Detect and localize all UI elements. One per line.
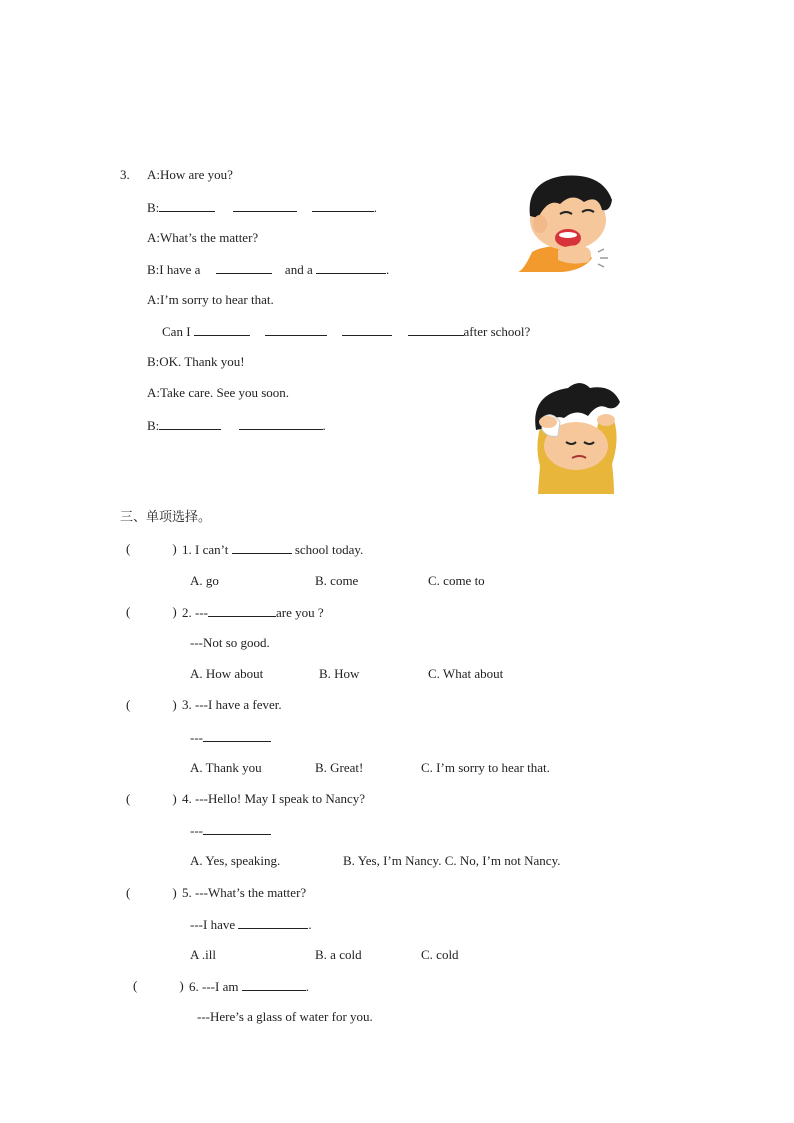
answer-blank[interactable] bbox=[194, 323, 250, 336]
answer-paren-5[interactable] bbox=[126, 885, 177, 901]
paren-close: ) bbox=[172, 541, 177, 556]
question-3-reply bbox=[190, 729, 271, 746]
option-b[interactable]: B. a cold bbox=[315, 947, 362, 962]
dialogue-text: and a bbox=[284, 262, 313, 277]
answer-blank[interactable] bbox=[232, 541, 292, 554]
question-3-stem: 3. ---I have a fever. bbox=[182, 697, 282, 712]
dialogue-line-3: A:What’s the matter? bbox=[147, 230, 259, 245]
headache-boy-illustration bbox=[528, 380, 628, 496]
option-b[interactable]: B. Great! bbox=[315, 760, 364, 775]
paren-open: ( bbox=[126, 885, 131, 900]
answer-blank[interactable] bbox=[238, 916, 308, 929]
option-a[interactable]: A. Yes, speaking. bbox=[190, 853, 281, 868]
paren-close: ) bbox=[179, 978, 184, 993]
dialogue-text: Can I bbox=[162, 324, 191, 339]
answer-paren-6[interactable] bbox=[133, 978, 184, 994]
question-2-stem bbox=[182, 604, 324, 621]
dialogue-line-2: B: . bbox=[147, 200, 378, 215]
speaker-label: B: bbox=[147, 200, 160, 215]
answer-blank[interactable] bbox=[408, 323, 464, 336]
answer-blank[interactable] bbox=[239, 417, 323, 430]
dialogue-line-6 bbox=[162, 323, 530, 340]
paren-open: ( bbox=[126, 697, 131, 712]
paren-open: ( bbox=[126, 604, 131, 619]
question-6-reply: ---Here’s a glass of water for you. bbox=[197, 1009, 373, 1024]
paren-close: ) bbox=[172, 791, 177, 806]
answer-blank[interactable] bbox=[342, 323, 392, 336]
section-title: 三、单项选择。 bbox=[120, 510, 212, 525]
question-1-stem bbox=[182, 541, 363, 558]
option-b-c[interactable]: B. Yes, I’m Nancy. C. No, I’m not Nancy. bbox=[343, 853, 561, 868]
stem-text: 1. I can’t bbox=[182, 542, 229, 557]
question-4-stem: 4. ---Hello! May I speak to Nancy? bbox=[182, 791, 366, 806]
answer-blank[interactable] bbox=[265, 323, 327, 336]
dialogue-text: B:I have a bbox=[147, 262, 201, 277]
option-c[interactable]: C. What about bbox=[428, 666, 504, 681]
reply-text: --- bbox=[190, 730, 203, 745]
answer-blank[interactable] bbox=[208, 604, 276, 617]
speaker-label: B: bbox=[147, 418, 160, 433]
option-b[interactable]: B. How bbox=[319, 666, 360, 681]
option-c[interactable]: C. cold bbox=[421, 947, 459, 962]
question-5-stem: 5. ---What’s the matter? bbox=[182, 885, 307, 900]
answer-blank[interactable] bbox=[316, 261, 386, 274]
dialogue-line-1: A:How are you? bbox=[147, 167, 233, 182]
paren-open: ( bbox=[126, 541, 131, 556]
question-number: 3. bbox=[120, 167, 130, 182]
paren-open: ( bbox=[133, 978, 138, 993]
answer-blank[interactable] bbox=[159, 199, 215, 212]
dialogue-text: after school? bbox=[463, 324, 531, 339]
option-a[interactable]: A. go bbox=[190, 573, 219, 588]
paren-open: ( bbox=[126, 791, 131, 806]
answer-blank[interactable] bbox=[203, 822, 271, 835]
answer-paren-4[interactable] bbox=[126, 791, 177, 807]
reply-text: ---I have bbox=[190, 917, 236, 932]
answer-paren-3[interactable] bbox=[126, 697, 177, 713]
coughing-boy-illustration bbox=[514, 172, 618, 276]
answer-blank[interactable] bbox=[312, 199, 374, 212]
option-a[interactable]: A. Thank you bbox=[190, 760, 262, 775]
question-2-reply: ---Not so good. bbox=[190, 635, 270, 650]
paren-close: ) bbox=[172, 604, 177, 619]
dialogue-line-9: B: . bbox=[147, 418, 326, 433]
dialogue-line-8: A:Take care. See you soon. bbox=[147, 385, 290, 400]
stem-text: are you ? bbox=[276, 605, 324, 620]
option-c[interactable]: C. I’m sorry to hear that. bbox=[421, 760, 550, 775]
answer-blank[interactable] bbox=[216, 261, 272, 274]
question-6-stem: 6. ---I am . bbox=[189, 979, 309, 994]
answer-blank[interactable] bbox=[233, 199, 297, 212]
paren-close: ) bbox=[172, 697, 177, 712]
answer-paren-1[interactable] bbox=[126, 541, 177, 557]
dialogue-line-5: A:I’m sorry to hear that. bbox=[147, 292, 274, 307]
question-4-reply bbox=[190, 822, 271, 839]
answer-blank[interactable] bbox=[203, 729, 271, 742]
option-a[interactable]: A. How about bbox=[190, 666, 264, 681]
stem-text: school today. bbox=[294, 542, 364, 557]
reply-text: --- bbox=[190, 823, 203, 838]
answer-blank[interactable] bbox=[159, 417, 221, 430]
answer-blank[interactable] bbox=[242, 978, 306, 991]
option-c[interactable]: C. come to bbox=[428, 573, 485, 588]
option-b[interactable]: B. come bbox=[315, 573, 359, 588]
question-5-reply: ---I have . bbox=[190, 917, 312, 932]
dialogue-line-7: B:OK. Thank you! bbox=[147, 354, 245, 369]
dialogue-line-4: B:I have a and a . bbox=[147, 262, 390, 277]
answer-paren-2[interactable] bbox=[126, 604, 177, 620]
stem-text: 2. --- bbox=[182, 605, 208, 620]
option-a[interactable]: A .ill bbox=[190, 947, 217, 962]
paren-close: ) bbox=[172, 885, 177, 900]
stem-text: 6. ---I am bbox=[189, 979, 239, 994]
